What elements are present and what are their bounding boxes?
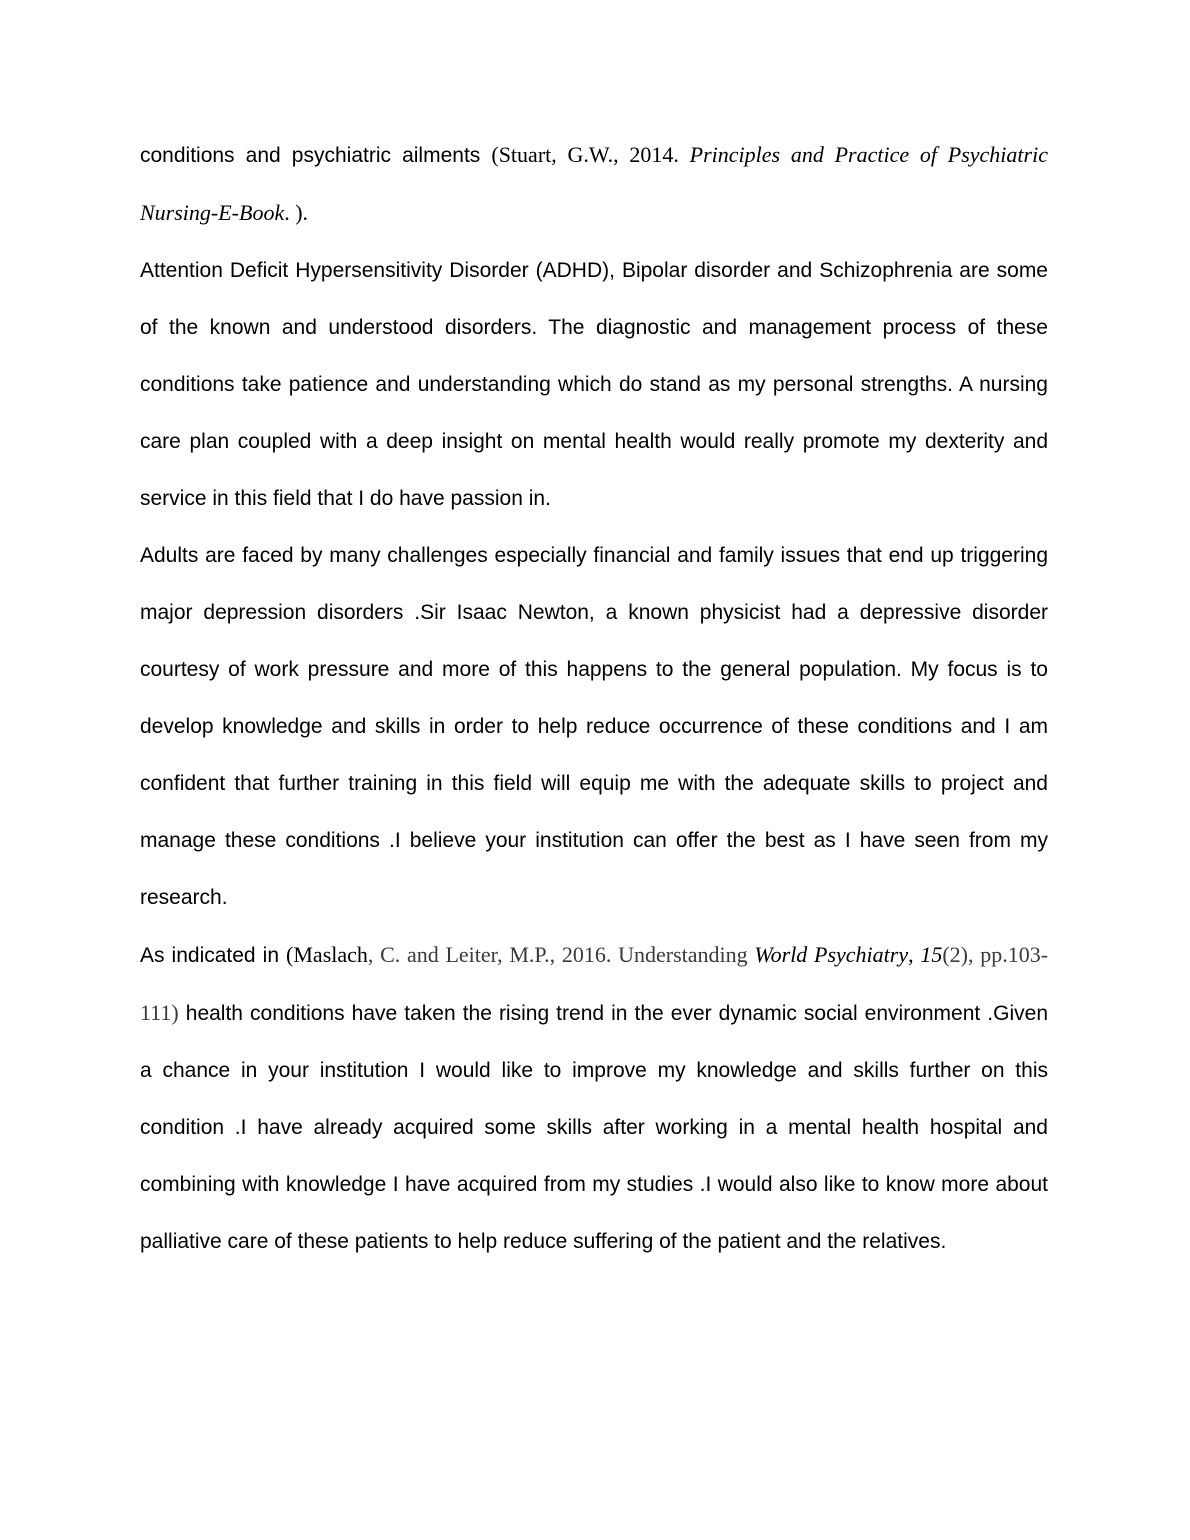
citation-paren: ( xyxy=(286,942,294,967)
citation-issue-pages: (2), pp.103-111) xyxy=(140,942,1049,1025)
paragraph-disorders: Attention Deficit Hypersensitivity Disorder (ADHD), Bipolar disorder and Schizophrenia are some of the known and understood disorders. The diagnostic and management process of these conditions take patience and understanding which do stand as my personal strengths. A nursing care plan coupled with a deep insight on mental health would really promote my dexterity and service in this field that I do have passion in. xyxy=(140,259,1048,510)
citation-comma: , xyxy=(908,942,921,967)
citation-close: . ). xyxy=(284,200,309,225)
paragraph-stuart-citation xyxy=(140,126,1048,242)
citation-details: , C. and Leiter, M.P., 2016. Understanding xyxy=(367,942,755,967)
document-body xyxy=(140,126,1048,1270)
citation-open: (Stuart, G.W., 2014. xyxy=(491,142,690,167)
citation-author: Maslach xyxy=(293,942,368,967)
paragraph-lead: As indicated in xyxy=(140,944,287,967)
paragraph-adult-challenges: Adults are faced by many challenges especially financial and family issues that end up triggering major depression disorders .Sir Isaac Newton, a known physicist had a depressive disorder courtesy of work pressure and more of this happens to the general population. My focus is to develop knowledge and skills in order to help reduce occurrence of these conditions and I am confident that further training in this field will equip me with the adequate skills to project and manage these conditions .I believe your institution can offer the best as I have seen from my research. xyxy=(140,544,1048,909)
paragraph-text: health conditions have taken the rising trend in the ever dynamic social environment .Given a chance in your institution I would like to improve my knowledge and skills further on this condition .I have already acquired some skills after working in a mental health hospital and combining with knowledge I have acquired from my studies .I would also like to know more about palliative care of these patients to help reduce suffering of the patient and the relatives. xyxy=(140,1002,1048,1253)
citation-book-title: Principles and Practice of Psychiatric Nursing-E-Book xyxy=(140,142,1048,225)
citation-journal: World Psychiatry xyxy=(754,942,909,967)
citation-volume: 15 xyxy=(920,942,943,967)
paragraph-text: conditions and psychiatric ailments xyxy=(140,144,492,167)
paragraph-maslach-citation xyxy=(140,926,1048,1270)
